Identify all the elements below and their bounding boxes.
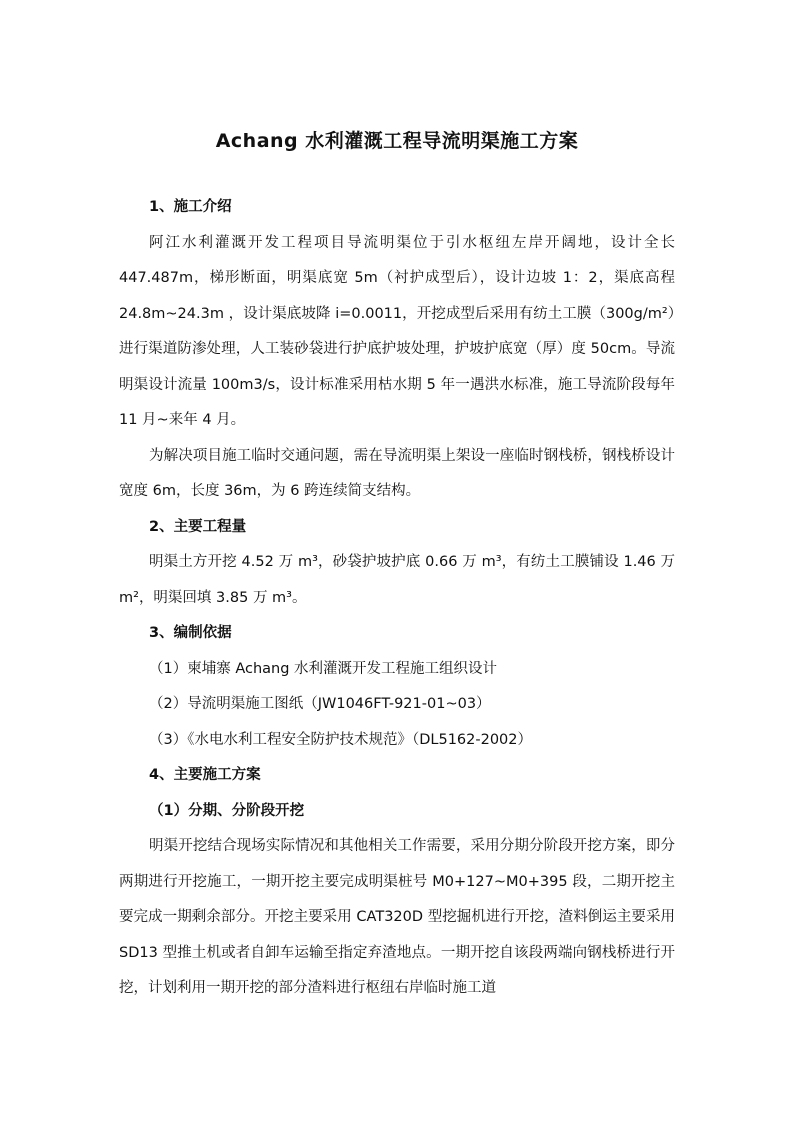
paragraph-quantities: 明渠土方开挖 4.52 万 m³，砂袋护坡护底 0.66 万 m³，有纺土工膜铺设 1.46 万 m²，明渠回填 3.85 万 m³。 — [119, 554, 675, 606]
basis-list-item: （1）柬埔寨 Achang 水利灌溉开发工程施工组织设计 — [149, 660, 498, 677]
basis-list-item: （3）《水电水利工程安全防护技术规范》（DL5162-2002） — [149, 731, 533, 748]
paragraph-channel-description: 阿江水利灌溉开发工程项目导流明渠位于引水枢纽左岸开阔地，设计全长447.487m，梯形断面，明渠底宽 5m（衬护成型后），设计边坡 1：2，渠底高程24.8m~24.3m ，设计渠底坡降 i=0.0011，开挖成型后采用有纺土工膜（300g/m²）进行渠道防渗处理，人工装砂袋进行护底护坡处理，护坡护底宽（厚）度 50cm。导流明渠设计流量 100m3/s，设计标准采用枯水期 5 年一遇洪水标准，施工导流阶段每年 11 月~来年 4 月。 — [119, 234, 675, 428]
paragraph-excavation-plan: 明渠开挖结合现场实际情况和其他相关工作需要，采用分期分阶段开挖方案，即分两期进行开挖施工，一期开挖主要完成明渠桩号 M0+127~M0+395 段，二期开挖主要完成一期剩余部分。开挖主要采用 CAT320D 型挖掘机进行开挖，渣料倒运主要采用 SD13 型推土机或者自卸车运输至指定弃渣地点。一期开挖自该段两端向钢栈桥进行开挖，计划利用一期开挖的部分渣料进行枢纽右岸临时施工道 — [119, 838, 675, 996]
section-heading-construction-intro: 1、施工介绍 — [149, 199, 232, 215]
basis-list-item: （2）导流明渠施工图纸（JW1046FT-921-01~03） — [149, 696, 491, 712]
section-heading-quantities: 2、主要工程量 — [149, 518, 247, 535]
section-heading-construction-plan: 4、主要施工方案 — [149, 767, 261, 783]
paragraph-steel-trestle: 为解决项目施工临时交通问题，需在导流明渠上架设一座临时钢栈桥，钢栈桥设计宽度 6m，长度 36m，为 6 跨连续简支结构。 — [119, 447, 675, 499]
document-body — [119, 190, 675, 1007]
subsection-heading-phased-excavation: （1）分期、分阶段开挖 — [149, 802, 305, 819]
document-title: Achang 水利灌溉工程导流明渠施工方案 — [215, 130, 579, 152]
section-heading-basis: 3、编制依据 — [149, 625, 232, 641]
